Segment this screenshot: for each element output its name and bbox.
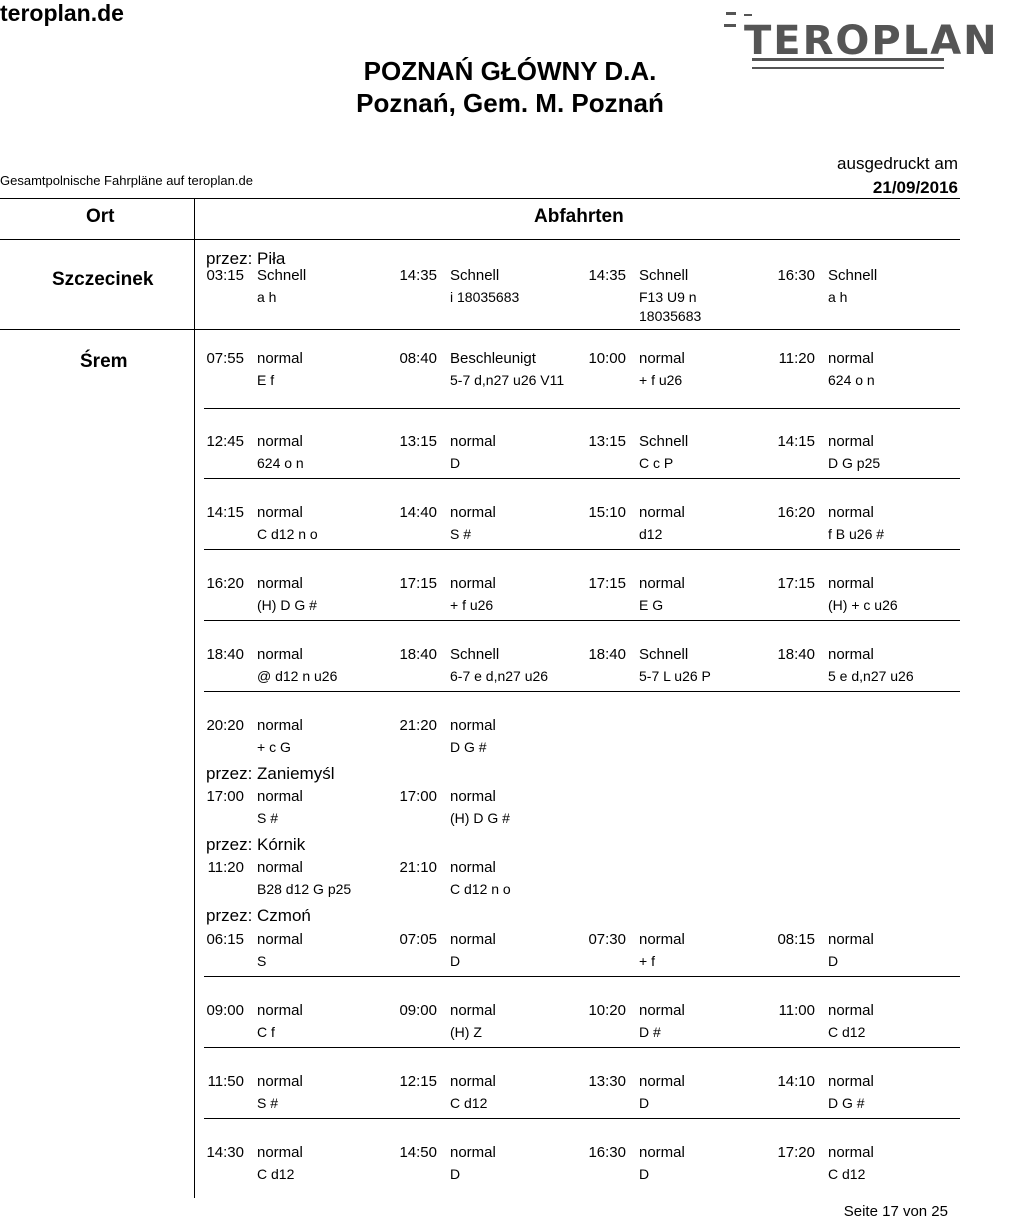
departure-entry <box>771 575 961 635</box>
departure-entry <box>582 931 772 991</box>
departure-notes: (H) + c u26 <box>828 597 898 613</box>
site-name: teroplan.de <box>0 0 124 26</box>
departure-entry <box>200 267 390 327</box>
departure-time: 09:00 <box>206 1002 244 1019</box>
departure-time: 15:10 <box>588 504 626 521</box>
place-szczecinek: Szczecinek <box>52 269 154 290</box>
section-separator <box>0 329 960 330</box>
train-category: normal <box>257 575 303 592</box>
departure-entry <box>582 267 772 327</box>
departure-entry <box>393 267 583 327</box>
train-category: normal <box>828 646 874 663</box>
departure-time: 13:15 <box>399 433 437 450</box>
departure-entry <box>582 504 772 564</box>
departure-notes-extra: 18035683 <box>639 308 702 324</box>
departure-time: 16:20 <box>206 575 244 592</box>
departure-notes: + f u26 <box>639 372 683 388</box>
train-category: normal <box>257 1144 303 1161</box>
column-divider <box>194 198 195 1198</box>
train-category: normal <box>450 788 496 805</box>
train-category: normal <box>257 1002 303 1019</box>
departure-time: 08:15 <box>777 931 815 948</box>
departure-time: 13:30 <box>588 1073 626 1090</box>
table-top-line <box>0 198 960 199</box>
departure-entry <box>393 859 583 919</box>
departure-time: 17:00 <box>206 788 244 805</box>
departure-notes: 6-7 e d,n27 u26 <box>450 668 549 684</box>
departure-entry <box>582 350 772 410</box>
train-category: normal <box>828 350 874 367</box>
train-category: normal <box>639 1073 685 1090</box>
departure-time: 18:40 <box>206 646 244 663</box>
train-category: Schnell <box>639 433 689 450</box>
site-description: Gesamtpolnische Fahrpläne auf teroplan.de <box>0 173 253 188</box>
departure-notes: (H) D G # <box>257 597 317 613</box>
via-kornik: przez: Kórnik <box>206 835 306 854</box>
departure-entry <box>393 931 583 991</box>
departure-entry <box>582 433 772 493</box>
train-category: normal <box>450 433 496 450</box>
train-category: normal <box>450 859 496 876</box>
departure-time: 20:20 <box>206 717 244 734</box>
departure-entry <box>200 1144 390 1204</box>
departure-entry <box>200 350 390 410</box>
departure-entry <box>582 575 772 635</box>
departure-notes: D # <box>639 1024 661 1040</box>
departure-entry <box>393 350 583 410</box>
train-category: normal <box>828 931 874 948</box>
departure-time: 10:00 <box>588 350 626 367</box>
departure-entry <box>771 1002 961 1062</box>
departure-notes: S # <box>450 526 472 542</box>
train-category: normal <box>257 504 303 521</box>
departure-entry <box>393 717 583 777</box>
row-separator <box>204 976 960 977</box>
table-header-line <box>0 239 960 240</box>
departure-entry <box>200 575 390 635</box>
train-category: normal <box>828 1002 874 1019</box>
train-category: normal <box>639 575 685 592</box>
row-separator <box>204 620 960 621</box>
via-zaniemysl: przez: Zaniemyśl <box>206 764 335 783</box>
via-pila: przez: Piła <box>206 249 286 268</box>
departure-entry <box>582 646 772 706</box>
departure-notes: C d12 <box>257 1166 295 1182</box>
page-number: Seite 17 von 25 <box>843 1203 948 1220</box>
departure-entry <box>200 1002 390 1062</box>
departure-notes: + f <box>639 953 655 969</box>
printed-label: ausgedruckt am <box>837 154 958 173</box>
train-category: normal <box>450 1144 496 1161</box>
departure-entry <box>393 1073 583 1133</box>
departure-entry <box>771 931 961 991</box>
departure-time: 18:40 <box>588 646 626 663</box>
departure-notes: + f u26 <box>450 597 494 613</box>
train-category: Schnell <box>639 267 689 284</box>
departure-entry <box>200 931 390 991</box>
train-category: normal <box>257 1073 303 1090</box>
train-category: Beschleunigt <box>450 350 536 367</box>
departure-notes: C d12 <box>828 1166 866 1182</box>
departure-time: 11:00 <box>778 1002 815 1019</box>
place-srem: Śrem <box>80 351 128 372</box>
departure-notes: D G # <box>450 739 487 755</box>
departure-notes: S # <box>257 810 279 826</box>
departure-notes: D <box>450 1166 461 1182</box>
departure-time: 18:40 <box>777 646 815 663</box>
departure-notes: F13 U9 n <box>639 289 697 305</box>
departure-notes: 5-7 L u26 P <box>639 668 711 684</box>
departure-notes: D G # <box>828 1095 865 1111</box>
departure-time: 07:30 <box>588 931 626 948</box>
train-category: normal <box>450 575 496 592</box>
train-category: normal <box>450 1002 496 1019</box>
departure-time: 09:00 <box>399 1002 437 1019</box>
departure-notes: i 18035683 <box>450 289 520 305</box>
departure-entry <box>771 433 961 493</box>
departure-time: 14:15 <box>206 504 244 521</box>
departure-entry <box>582 1144 772 1204</box>
departure-entry <box>393 504 583 564</box>
train-category: Schnell <box>828 267 878 284</box>
departure-notes: D G p25 <box>828 455 881 471</box>
departure-entry <box>582 1002 772 1062</box>
departure-time: 10:20 <box>588 1002 626 1019</box>
departure-notes: (H) Z <box>450 1024 482 1040</box>
departure-notes: C f <box>257 1024 275 1040</box>
departure-notes: E G <box>639 597 664 613</box>
train-category: normal <box>639 1002 685 1019</box>
logo-text: TEROPLAN <box>744 18 999 64</box>
departure-notes: 624 o n <box>257 455 304 471</box>
departure-notes: (H) D G # <box>450 810 510 826</box>
departure-time: 14:15 <box>777 433 815 450</box>
departure-notes: D <box>639 1166 650 1182</box>
departure-entry <box>200 504 390 564</box>
row-separator <box>204 478 960 479</box>
departure-time: 12:45 <box>206 433 244 450</box>
departure-time: 16:20 <box>777 504 815 521</box>
train-category: normal <box>639 504 685 521</box>
departure-entry <box>771 267 961 327</box>
row-separator <box>204 1047 960 1048</box>
departure-entry <box>393 1002 583 1062</box>
departure-time: 16:30 <box>588 1144 626 1161</box>
departure-time: 17:15 <box>777 575 815 592</box>
train-category: normal <box>450 504 496 521</box>
train-category: normal <box>257 646 303 663</box>
departure-notes: S # <box>257 1095 279 1111</box>
departure-time: 14:50 <box>399 1144 437 1161</box>
departure-notes: + c G <box>257 739 291 755</box>
departure-time: 17:15 <box>588 575 626 592</box>
train-category: normal <box>828 433 874 450</box>
via-czmon: przez: Czmoń <box>206 906 311 925</box>
departure-notes: E f <box>257 372 275 388</box>
departure-notes: C d12 n o <box>450 881 511 897</box>
departure-notes: C d12 n o <box>257 526 318 542</box>
departure-time: 12:15 <box>399 1073 437 1090</box>
departure-time: 07:05 <box>399 931 437 948</box>
train-category: normal <box>450 1073 496 1090</box>
train-category: Schnell <box>450 646 500 663</box>
departure-time: 11:20 <box>778 350 815 367</box>
departure-notes: S <box>257 953 267 969</box>
train-category: normal <box>450 931 496 948</box>
departure-notes: a h <box>257 289 277 305</box>
departure-time: 17:00 <box>399 788 437 805</box>
departure-time: 13:15 <box>588 433 626 450</box>
departure-notes: D <box>450 953 461 969</box>
train-category: normal <box>639 1144 685 1161</box>
departure-notes: C d12 <box>450 1095 488 1111</box>
train-category: normal <box>828 1073 874 1090</box>
departure-notes: D <box>828 953 839 969</box>
departure-entry <box>582 1073 772 1133</box>
departure-time: 06:15 <box>206 931 244 948</box>
column-header-place: Ort <box>86 206 115 227</box>
departure-entry <box>771 1073 961 1133</box>
departure-time: 17:15 <box>399 575 437 592</box>
departure-notes: C d12 <box>828 1024 866 1040</box>
train-category: Schnell <box>450 267 500 284</box>
departure-time: 17:20 <box>777 1144 815 1161</box>
departure-notes: f B u26 # <box>828 526 885 542</box>
row-separator <box>204 408 960 409</box>
train-category: Schnell <box>257 267 307 284</box>
departure-notes: 624 o n <box>828 372 875 388</box>
train-category: normal <box>257 717 303 734</box>
train-category: normal <box>257 859 303 876</box>
departure-time: 07:55 <box>206 350 244 367</box>
departure-time: 14:35 <box>588 267 626 284</box>
departure-entry <box>200 433 390 493</box>
train-category: normal <box>450 717 496 734</box>
train-category: normal <box>257 433 303 450</box>
departure-entry <box>393 433 583 493</box>
departure-time: 11:50 <box>207 1073 244 1090</box>
row-separator <box>204 691 960 692</box>
row-separator <box>204 549 960 550</box>
column-header-departures: Abfahrten <box>534 206 624 227</box>
departure-time: 14:40 <box>399 504 437 521</box>
departure-notes: C c P <box>639 455 674 471</box>
train-category: normal <box>828 575 874 592</box>
departure-notes: 5 e d,n27 u26 <box>828 668 914 684</box>
departure-notes: a h <box>828 289 848 305</box>
departure-notes: D <box>639 1095 650 1111</box>
departure-notes: @ d12 n u26 <box>257 668 338 684</box>
departure-time: 18:40 <box>399 646 437 663</box>
departure-entry <box>393 1144 583 1204</box>
departure-time: 21:10 <box>399 859 437 876</box>
departure-entry <box>771 646 961 706</box>
departure-entry <box>393 788 583 848</box>
departure-time: 11:20 <box>207 859 244 876</box>
departure-entry <box>200 1073 390 1133</box>
departure-time: 16:30 <box>777 267 815 284</box>
departure-notes: d12 <box>639 526 663 542</box>
departure-time: 21:20 <box>399 717 437 734</box>
row-separator <box>204 1118 960 1119</box>
train-category: Schnell <box>639 646 689 663</box>
train-category: normal <box>828 1144 874 1161</box>
departure-entry <box>200 646 390 706</box>
departure-notes: D <box>450 455 461 471</box>
departure-entry <box>771 350 961 410</box>
station-title: POZNAŃ GŁÓWNY D.A. <box>363 56 657 86</box>
departure-entry <box>771 1144 961 1204</box>
station-subtitle: Poznań, Gem. M. Poznań <box>356 88 664 118</box>
train-category: normal <box>257 931 303 948</box>
departure-time: 08:40 <box>399 350 437 367</box>
train-category: normal <box>639 931 685 948</box>
departure-entry <box>393 575 583 635</box>
departure-time: 14:30 <box>206 1144 244 1161</box>
departure-time: 14:10 <box>777 1073 815 1090</box>
departure-time: 14:35 <box>399 267 437 284</box>
departure-entry <box>771 504 961 564</box>
train-category: normal <box>257 788 303 805</box>
train-category: normal <box>257 350 303 367</box>
train-category: normal <box>639 350 685 367</box>
departure-entry <box>393 646 583 706</box>
departure-notes: 5-7 d,n27 u26 V11 <box>450 372 565 388</box>
train-category: normal <box>828 504 874 521</box>
printed-date: 21/09/2016 <box>872 178 958 197</box>
departure-notes: B28 d12 G p25 <box>257 881 352 897</box>
departure-time: 03:15 <box>206 267 244 284</box>
